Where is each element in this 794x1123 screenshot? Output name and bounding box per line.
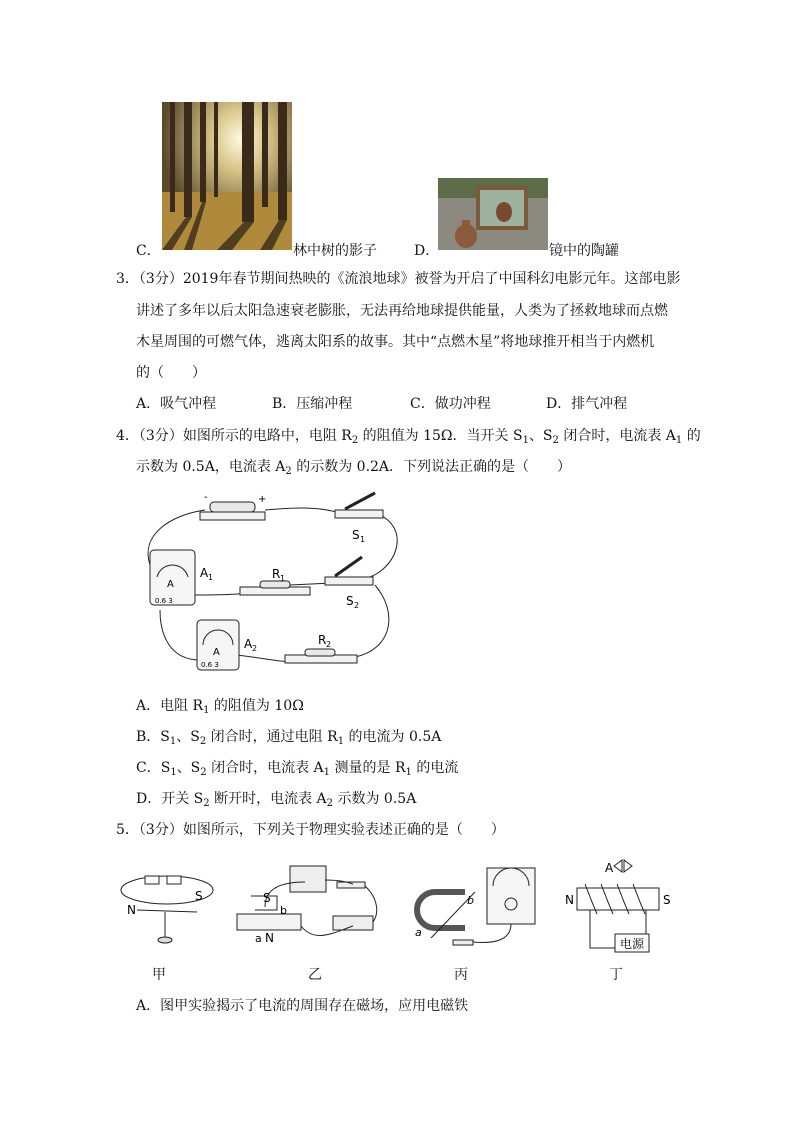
q2-option-d-caption: 镜中的陶罐 xyxy=(549,243,619,259)
svg-text:2: 2 xyxy=(354,601,360,610)
svg-text:S: S xyxy=(263,891,271,905)
svg-text:S: S xyxy=(346,594,354,608)
q5-option-a: A．图甲实验揭示了电流的周围存在磁场，应用电磁铁 xyxy=(136,998,469,1014)
q2-option-c-caption: 林中树的影子 xyxy=(293,243,377,259)
svg-text:S: S xyxy=(352,528,360,542)
q5-caption-ding: 丁 xyxy=(609,967,623,983)
q2-option-c-letter: C． xyxy=(136,243,161,259)
q3-option-a: A．吸气冲程 xyxy=(136,396,217,412)
q3-option-d: D．排气冲程 xyxy=(546,396,628,412)
q5-line-1: 5．（3分）如图所示，下列关于物理实验表述正确的是（ ） xyxy=(116,822,505,838)
q4-line-2: 示数为 0.5A，电流表 $A_2$ 的示数为 0.2A．下列说法正确的是（ ） xyxy=(136,459,572,477)
svg-text:R: R xyxy=(272,567,281,581)
q3-line-4: 的（ ） xyxy=(136,365,206,381)
q2-option-d-letter: D． xyxy=(414,243,440,259)
svg-text:A: A xyxy=(605,861,614,875)
svg-text:A: A xyxy=(213,647,220,658)
q5-caption-bing: 丙 xyxy=(454,967,468,983)
q5-caption-yi: 乙 xyxy=(308,967,322,983)
svg-text:+: + xyxy=(258,494,267,505)
svg-text:A: A xyxy=(167,579,174,590)
q4-option-b: B．$S_1$、$S_2$ 闭合时，通过电阻 $R_1$ 的电流为 0.5A xyxy=(136,729,442,747)
q4-option-a: A．电阻 $R_1$ 的阻值为 10Ω xyxy=(136,698,304,716)
svg-text:R: R xyxy=(318,633,327,647)
svg-text:S: S xyxy=(195,889,203,903)
svg-text:1: 1 xyxy=(360,535,366,544)
svg-text:N: N xyxy=(265,931,274,945)
svg-text:-: - xyxy=(204,492,208,503)
svg-text:1: 1 xyxy=(208,573,214,582)
svg-text:电源: 电源 xyxy=(620,937,645,951)
q3-line-2: 讲述了多年以后太阳急速衰老膨胀，无法再给地球提供能量，人类为了拯救地球而点燃 xyxy=(136,303,668,319)
svg-text:b: b xyxy=(467,894,474,907)
circuit-diagram xyxy=(130,485,420,675)
svg-text:0.6 3: 0.6 3 xyxy=(201,661,219,669)
q3-option-c: C．做功冲程 xyxy=(410,396,491,412)
svg-text:2: 2 xyxy=(326,640,332,649)
q4-line-1: 4．（3分）如图所示的电路中，电阻 $R_2$ 的阻值为 15Ω．当开关 $S_1$、$S_2$ 闭合时，电流表 $A_1$ 的 xyxy=(116,428,701,446)
q5-caption-jia: 甲 xyxy=(152,967,166,983)
q4-option-d: D．开关 $S_2$ 断开时，电流表 $A_2$ 示数为 0.5A xyxy=(136,791,417,809)
svg-text:0.6 3: 0.6 3 xyxy=(155,597,173,605)
svg-text:A: A xyxy=(244,637,253,651)
svg-text:a: a xyxy=(255,932,262,945)
q3-line-1: 3．（3分）2019年春节期间热映的《流浪地球》被誉为开启了中国科幻电影元年。这部电影 xyxy=(116,271,681,287)
experiment-figures xyxy=(115,852,675,957)
q3-option-b: B．压缩冲程 xyxy=(272,396,353,412)
q3-line-3: 木星周围的可燃气体，逃离太阳系的故事。其中“点燃木星”将地球推开相当于内燃机 xyxy=(136,334,655,350)
svg-text:A: A xyxy=(200,566,209,580)
svg-text:N: N xyxy=(565,893,574,907)
svg-text:1: 1 xyxy=(280,574,286,583)
svg-text:N: N xyxy=(127,903,136,917)
svg-text:2: 2 xyxy=(252,644,258,653)
q4-option-c: C．$S_1$、$S_2$ 闭合时，电流表 $A_1$ 测量的是 $R_1$ 的电流 xyxy=(136,760,459,778)
svg-text:S: S xyxy=(663,893,671,907)
forest-photo xyxy=(162,102,292,250)
mirror-photo xyxy=(438,178,548,250)
svg-text:a: a xyxy=(415,926,422,939)
svg-text:b: b xyxy=(280,904,287,917)
